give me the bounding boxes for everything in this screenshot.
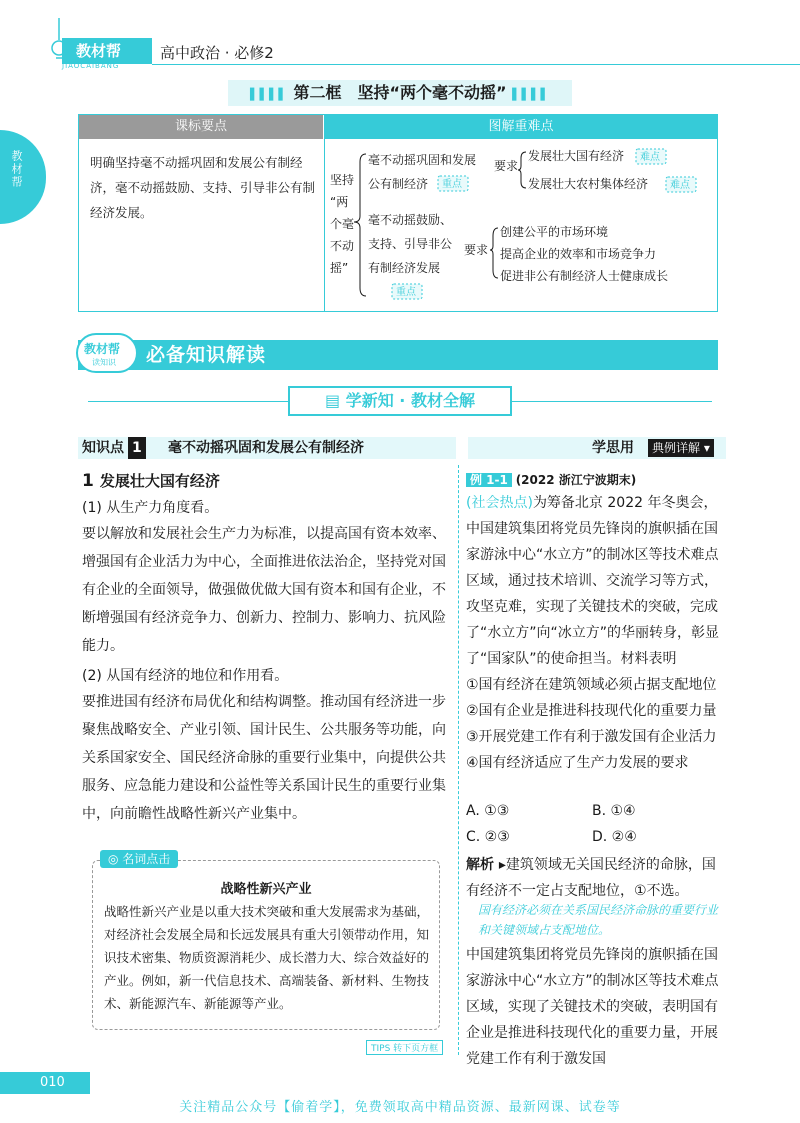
section-title-text: 第二框 坚持“两个毫不动摇” [293, 83, 507, 102]
table-header-right: 图解重难点 [325, 115, 717, 139]
column-divider [458, 465, 459, 1055]
req-label-1: 要求 [494, 159, 519, 173]
b2-item-1: 创建公平的市场环境 [500, 225, 609, 239]
tag-key-2: 重点 [396, 287, 416, 298]
tips-note: TIPS 转下页方框 [366, 1040, 443, 1055]
diagram-root-1: 坚持 [330, 173, 355, 187]
table-divider [324, 115, 325, 311]
page-header-title: 高中政治 · 必修2 [160, 44, 274, 62]
side-tab [0, 130, 46, 224]
heading-number: 1 [82, 471, 94, 491]
kp-number: 1 [128, 437, 146, 459]
para-productivity: 要以解放和发展社会生产力为标准，以提高国有资本效率、增强国有企业活力为中心，全面推进依法治企，坚持党对国有企业的全面领导，做强做优做大国有资本和国有企业，不断增强国有经济竞争力、创新力、控制力、影响力、抗风险能力。 [82, 526, 446, 654]
term-title: 战略性新兴产业 [220, 882, 312, 897]
table-header-left: 课标要点 [79, 115, 323, 139]
diagram-root-5: 摇” [330, 261, 349, 275]
para-status-heading: (2) 从国有经济的地位和作用看。 [82, 668, 289, 684]
page-number: 010 [40, 1075, 65, 1090]
knowledge-point-title: 毫不动摇巩固和发展公有制经济 [168, 440, 364, 456]
analysis-1-text: 建筑领域无关国民经济的命脉，国有经济不一定占支配地位，①不选。 [466, 857, 716, 899]
banner-badge-sub: 读知识 [92, 358, 116, 367]
banner-badge-text: 教材帮 [84, 342, 121, 356]
notebook-icon: ▤ [325, 391, 346, 410]
brand-sub: JIAOCAIBANG [62, 62, 120, 70]
b2-item-2: 提高企业的效率和市场竞争力 [500, 247, 657, 261]
choice-c: C. ②③ [466, 829, 510, 845]
tag-diff-2: 难点 [670, 180, 690, 191]
heading-text: 发展壮大国有经济 [99, 472, 220, 490]
example-options: ①国有经济在建筑领域必须占据支配地位 ②国有企业是推进科技现代化的重要力量 ③开展党建工作有利于激发国有企业活力 ④国有经济适应了生产力发展的要求 [466, 677, 731, 771]
side-tab-label: 教材帮 [10, 150, 23, 189]
diagram-root-3: 个毫 [330, 217, 355, 231]
header-rule [152, 64, 800, 65]
branch2-line2: 支持、引导非公 [368, 237, 453, 251]
practice-badge: 典例详解 ▾ [648, 439, 714, 457]
example-stem [466, 490, 728, 672]
banner-title: 必备知识解读 [146, 344, 267, 366]
choice-b: B. ①④ [592, 803, 636, 819]
analysis-2: 中国建筑集团将党员先锋岗的旗帜插在国家游泳中心“水立方”的制冰区等技术难点区域，实现了关键技术的突破，表明国有企业是推进科技现代化的重要力量，开展党建工作有利于激发国 [466, 947, 719, 1067]
term-head-text: 名词点击 [122, 852, 171, 866]
hot-topic-tag: (社会热点) [466, 495, 533, 511]
req-label-2: 要求 [464, 243, 489, 257]
brand-tab: 教材帮 [62, 38, 152, 64]
analysis-label: 解析 ▸ [466, 857, 506, 873]
title-decor-right: ▌▌▌▌ [512, 88, 550, 101]
footer-note: 关注精品公众号【偷着学】，免费领取高中精品资源、最新网课、试卷等 [179, 1100, 621, 1115]
heading-state-economy [82, 467, 448, 495]
choice-a: A. ①③ [466, 803, 510, 819]
bulb-icon: ◎ [108, 852, 123, 866]
b1-item-1: 发展壮大国有经济 [528, 149, 625, 163]
example-source: (2022 浙江宁波期末) [515, 473, 637, 487]
term-head [100, 850, 178, 868]
tag-key-1: 重点 [442, 179, 462, 190]
section-title [228, 80, 572, 108]
concept-diagram [326, 140, 716, 310]
choice-d: D. ②④ [592, 829, 637, 845]
curriculum-text: 明确坚持毫不动摇巩固和发展公有制经济，毫不动摇鼓励、支持、引导非公有制经济发展。 [90, 155, 316, 220]
branch1-line2: 公有制经济 [368, 177, 429, 191]
example-badge: 例 1-1 [466, 473, 512, 487]
practice-label: 学思用 [592, 440, 634, 456]
b2-item-3: 促进非公有制经济人士健康成长 [500, 269, 669, 283]
sub-banner-text: 学新知 · 教材全解 [345, 391, 475, 410]
diagram-root-4: 不动 [330, 239, 355, 253]
para-productivity-heading: (1) 从生产力角度看。 [82, 500, 219, 516]
sub-banner-title [288, 386, 512, 416]
example-stem-text: 为筹备北京 2022 年冬奥会，中国建筑集团将党员先锋岗的旗帜插在国家游泳中心“水立方”的制冰区等技术难点区域，通过技术培训、交流学习等方式，攻坚克难，实现了关键技术的突破，完成了“水立方”向“冰立方”的华丽转身，彰显了“国家队”的使命担当。材料表明 [466, 495, 720, 667]
analysis-note: 国有经济必须在关系国民经济命脉的重要行业和关键领域占支配地位。 [478, 903, 719, 937]
para-status: 要推进国有经济布局优化和结构调整。推动国有经济进一步聚焦战略安全、产业引领、国计民生、公共服务等功能，向关系国家安全、国民经济命脉的重要行业集中，向提供公共服务、应急能力建设和公益性等关系国计民生的重要行业集中，向前瞻性战略性新兴产业集中。 [82, 694, 446, 822]
branch2-line1: 毫不动摇鼓励、 [368, 213, 453, 227]
diagram-root-2: “两 [330, 195, 349, 209]
banner-badge [76, 333, 138, 373]
tag-diff-1: 难点 [640, 152, 660, 163]
kp-label-text: 知识点 [82, 440, 124, 456]
analysis-1 [466, 852, 728, 904]
title-decor-left: ▌▌▌▌ [250, 88, 288, 101]
branch2-line3: 有制经济发展 [368, 261, 441, 275]
knowledge-point-label [82, 437, 150, 459]
branch1-line1: 毫不动摇巩固和发展 [368, 153, 477, 167]
b1-item-2: 发展壮大农村集体经济 [528, 177, 649, 191]
term-body: 战略性新兴产业是以重大技术突破和重大发展需求为基础，对经济社会发展全局和长远发展具有重大引领带动作用，知识技术密集、物质资源消耗少、成长潜力大、综合效益好的产业。例如，新一代信息技术、高端装备、新材料、生物技术、新能源汽车、新能源等产业。 [104, 904, 430, 1011]
